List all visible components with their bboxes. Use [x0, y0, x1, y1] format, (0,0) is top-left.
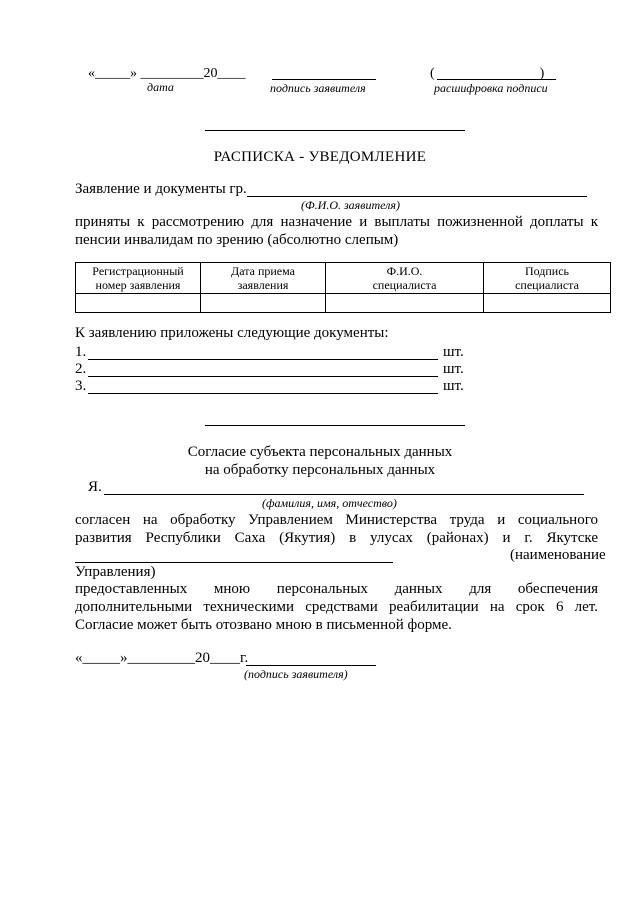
attached-item-unit: шт. [443, 361, 464, 377]
table-cell [484, 294, 611, 313]
applicant-name-line [247, 196, 587, 197]
accepted-line-2: пенсии инвалидам по зрению (абсолютно слепым) [75, 232, 399, 248]
accepted-line-1: приняты к рассмотрению для назначение и выплаты пожизненной доплаты к [75, 214, 598, 230]
consent-name-caption: (фамилия, имя, отчество) [262, 496, 397, 510]
consent-body-line-5: предоставленных мною персональных данных для обеспечения [75, 581, 598, 597]
table-cell [201, 294, 326, 313]
applicant-prefix: Заявление и документы гр. [75, 181, 247, 197]
consent-body-line-7: Согласие может быть отозвано мною в письменной форме. [75, 617, 452, 633]
header-signature-caption: подпись заявителя [270, 81, 366, 95]
consent-name-line [104, 494, 584, 495]
table-cell [76, 294, 201, 313]
header-signature-line [272, 79, 376, 80]
section-divider-top [205, 130, 465, 131]
consent-body-line-1: согласен на обработку Управлением Министерства труда и социального [75, 512, 598, 528]
header-date-line: «_____» _________20____ [88, 66, 246, 81]
attached-heading: К заявлению приложены следующие документы: [75, 325, 389, 341]
consent-signature-caption: (подпись заявителя) [244, 667, 348, 681]
consent-title-line-1: Согласие субъекта персональных данных [187, 444, 453, 460]
attached-item-line [88, 376, 438, 377]
fio-caption: (Ф.И.О. заявителя) [301, 198, 400, 212]
receipt-title: РАСПИСКА - УВЕДОМЛЕНИЕ [213, 149, 427, 165]
consent-ya: Я. [88, 479, 102, 495]
consent-signature-line [246, 665, 376, 666]
attached-item-number: 2. [75, 361, 87, 377]
table-header-cell: Дата приема заявления [201, 263, 326, 294]
table-header-row [76, 263, 611, 294]
consent-body-line-3-tail: (наименование [510, 547, 606, 563]
table-header-cell: Подпись специалиста [484, 263, 611, 294]
attached-item-number: 1. [75, 344, 87, 360]
header-date-caption: дата [147, 80, 174, 94]
consent-title-line-2: на обработку персональных данных [204, 462, 436, 478]
table-cell [326, 294, 484, 313]
header-decode-caption: расшифровка подписи [434, 81, 548, 95]
table-row [76, 294, 611, 313]
attached-item-line [88, 359, 438, 360]
registration-table [75, 262, 611, 313]
attached-item-number: 3. [75, 378, 87, 394]
table-header-cell: Ф.И.О. специалиста [326, 263, 484, 294]
consent-body-line-6: дополнительными техническими средствами реабилитации на срок 6 лет. [75, 599, 598, 615]
section-divider-middle [205, 425, 465, 426]
header-decode-line [437, 79, 556, 80]
attached-item-unit: шт. [443, 344, 464, 360]
attached-item-line [88, 393, 438, 394]
consent-management-line [75, 562, 393, 563]
table-header-cell: Регистрационный номер заявления [76, 263, 201, 294]
consent-date-line: «_____»_________20____г. [75, 650, 249, 666]
attached-item-unit: шт. [443, 378, 464, 394]
header-decode-parens: ( ) [430, 66, 545, 81]
consent-body-line-4: Управления) [75, 564, 156, 580]
consent-body-line-2: развития Республики Саха (Якутия) в улусах (районах) и г. Якутске [75, 530, 598, 546]
